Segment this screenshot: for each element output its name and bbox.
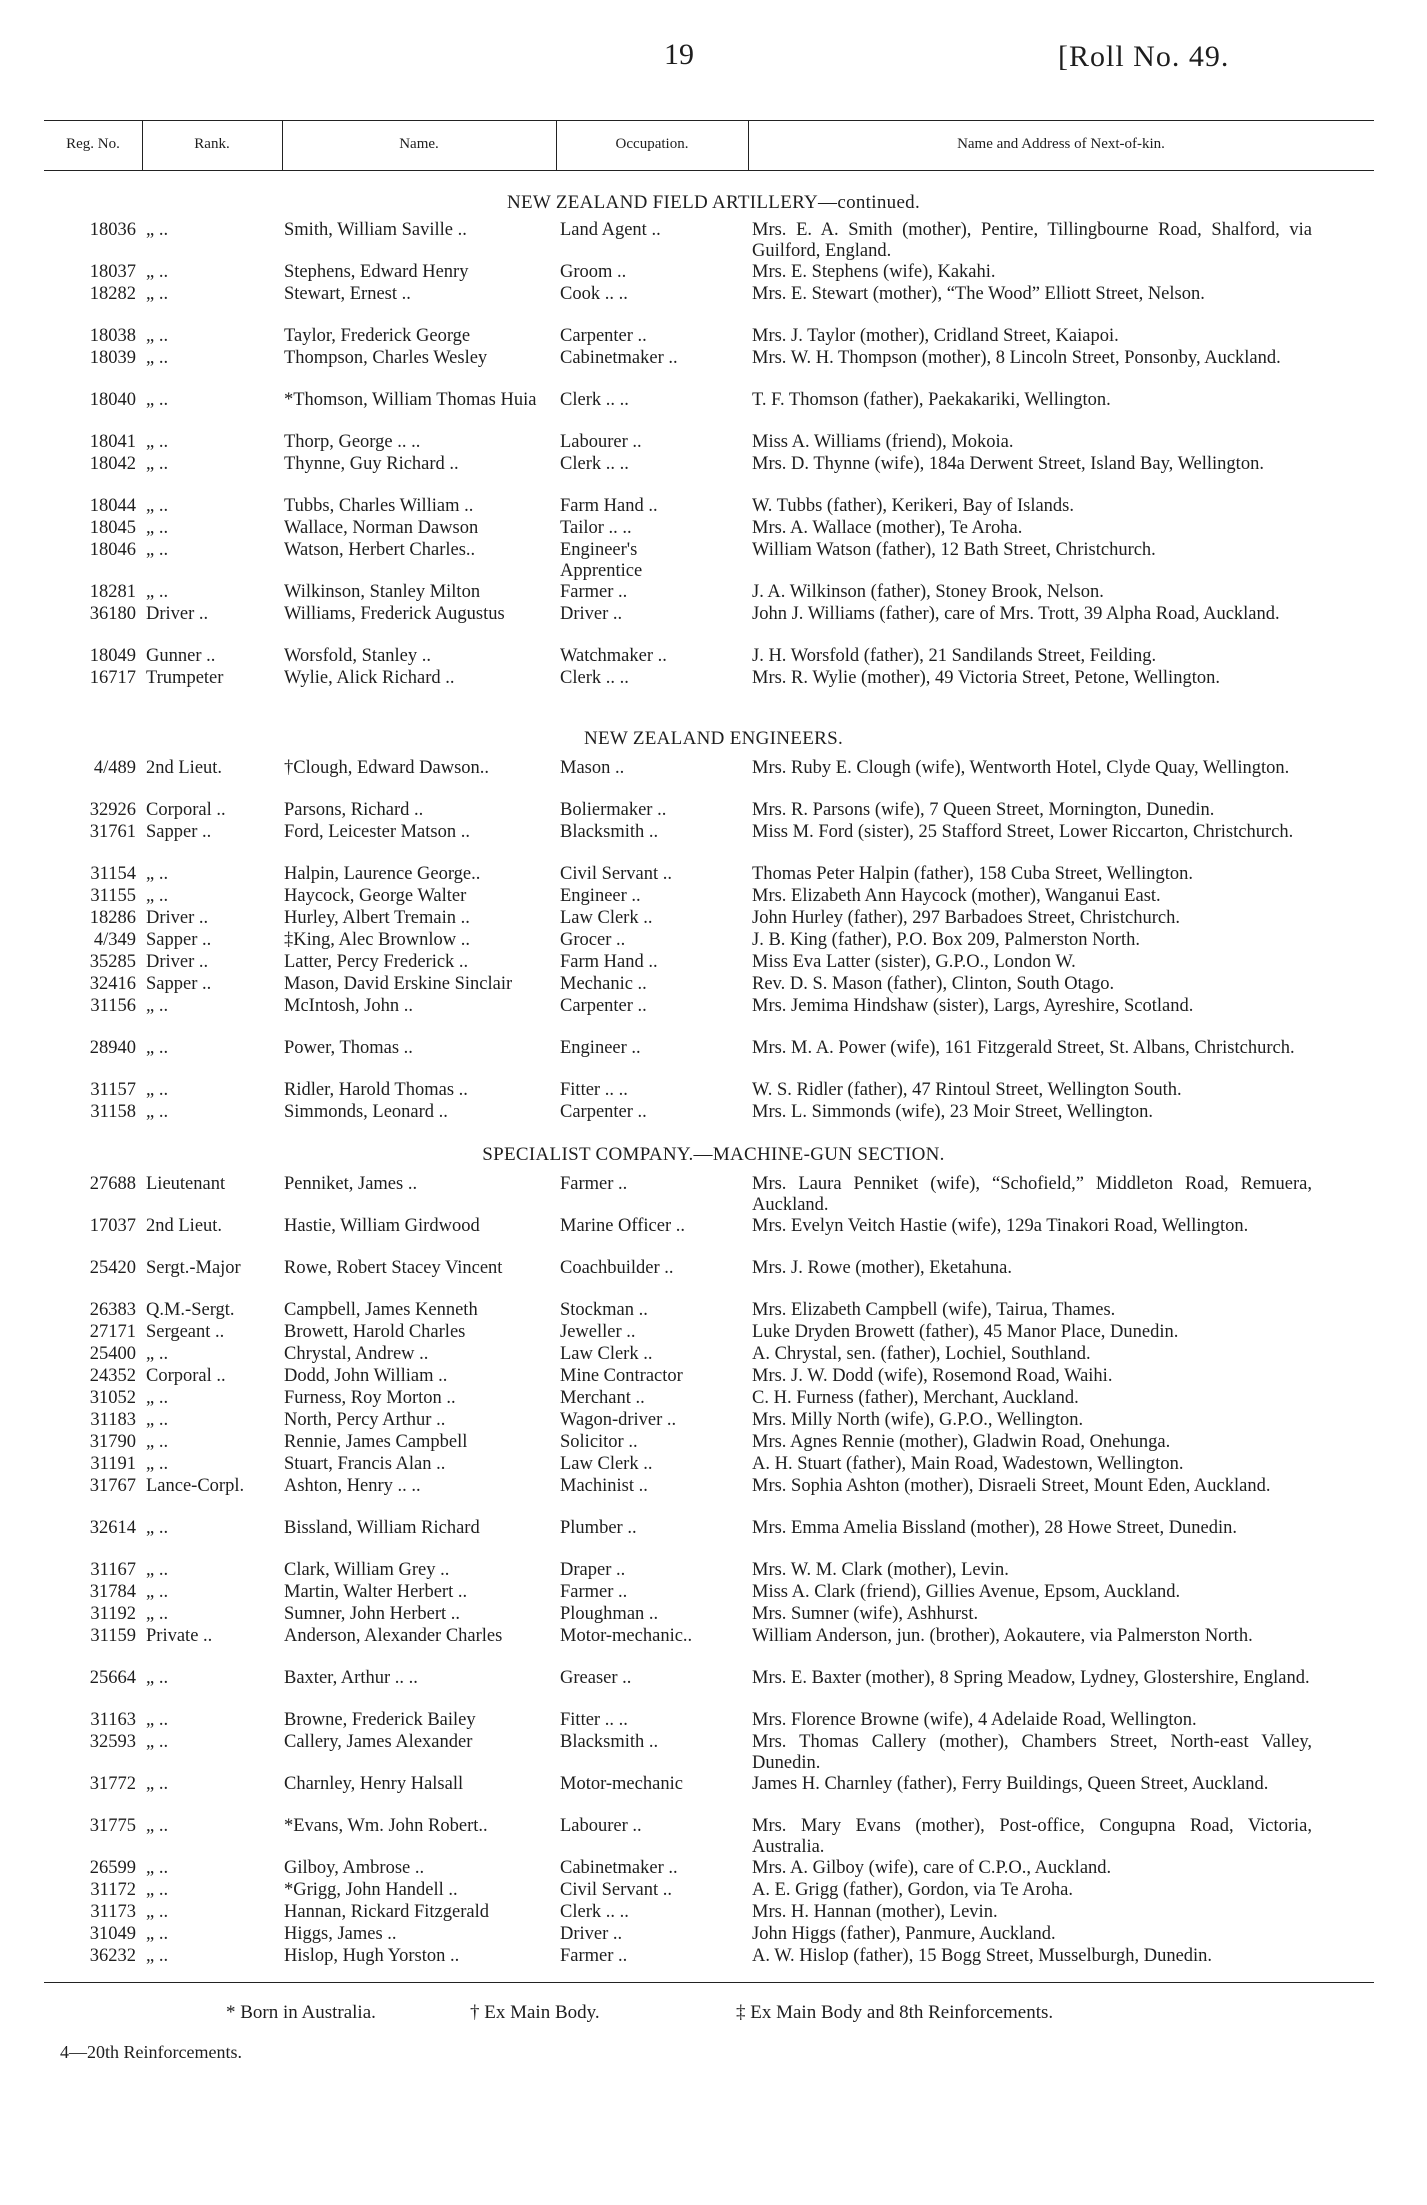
soldier-name: Thompson, Charles Wesley — [284, 348, 488, 368]
occupation: Law Clerk .. — [560, 1344, 653, 1364]
reg-no: 31167 — [90, 1560, 136, 1580]
soldier-name: Anderson, Alexander Charles — [284, 1626, 503, 1646]
reg-no: 31159 — [90, 1626, 136, 1646]
reg-no: 31772 — [89, 1774, 136, 1794]
occupation: Law Clerk .. — [560, 1454, 653, 1474]
rank: Lance-Corpl. — [146, 1476, 245, 1496]
rank: „ .. — [146, 390, 169, 410]
reg-no: 32416 — [89, 974, 136, 994]
next-of-kin: W. Tubbs (father), Kerikeri, Bay of Islands. — [752, 496, 1074, 516]
col-head-reg: Reg. No. — [66, 136, 120, 152]
soldier-name: Power, Thomas .. — [284, 1038, 413, 1058]
next-of-kin: Miss A. Clark (friend), Gillies Avenue, Epsom, Auckland. — [752, 1582, 1181, 1602]
soldier-name: Hannan, Rickard Fitzgerald — [284, 1902, 489, 1922]
soldier-name: Browne, Frederick Bailey — [284, 1710, 476, 1730]
occupation: Clerk .. .. — [560, 454, 629, 474]
soldier-name: Wylie, Alick Richard .. — [284, 668, 455, 688]
soldier-name: Gilboy, Ambrose .. — [284, 1858, 425, 1878]
soldier-name: Watson, Herbert Charles.. — [284, 540, 476, 560]
reg-no: 18039 — [89, 348, 136, 368]
soldier-name: Thorp, George .. .. — [284, 432, 421, 452]
next-of-kin: Thomas Peter Halpin (father), 158 Cuba Street, Wellington. — [752, 864, 1194, 884]
next-of-kin: A. Chrystal, sen. (father), Lochiel, Southland. — [752, 1344, 1091, 1364]
soldier-name: Ford, Leicester Matson .. — [284, 822, 470, 842]
rank: „ .. — [146, 496, 169, 516]
occupation: Mechanic .. — [560, 974, 647, 994]
next-of-kin: Mrs. Sumner (wife), Ashhurst. — [752, 1604, 979, 1624]
next-of-kin: Mrs. E. A. Smith (mother), Pentire, Tillingbourne Road, Shalford, via Guilford, England. — [752, 220, 1312, 261]
next-of-kin: Mrs. Ruby E. Clough (wife), Wentworth Hotel, Clyde Quay, Wellington. — [752, 758, 1290, 778]
next-of-kin: Mrs. H. Hannan (mother), Levin. — [752, 1902, 998, 1922]
rank: „ .. — [146, 1604, 169, 1624]
soldier-name: Chrystal, Andrew .. — [284, 1344, 429, 1364]
rank: Private .. — [146, 1626, 213, 1646]
occupation: Farm Hand .. — [560, 496, 658, 516]
soldier-name: Bissland, William Richard — [284, 1518, 480, 1538]
next-of-kin: William Anderson, jun. (brother), Aokautere, via Palmerston North. — [752, 1626, 1253, 1646]
header-rule-top — [44, 120, 1374, 121]
occupation: Cook .. .. — [560, 284, 628, 304]
occupation: Jeweller .. — [560, 1322, 636, 1342]
rank: Driver .. — [146, 952, 209, 972]
next-of-kin: Mrs. Evelyn Veitch Hastie (wife), 129a Tinakori Road, Wellington. — [752, 1216, 1249, 1236]
next-of-kin: Miss A. Williams (friend), Mokoia. — [752, 432, 1014, 452]
rank: „ .. — [146, 1732, 169, 1752]
occupation: Motor-mechanic.. — [560, 1626, 693, 1646]
next-of-kin: J. A. Wilkinson (father), Stoney Brook, Nelson. — [752, 582, 1104, 602]
rank: Trumpeter — [146, 668, 224, 688]
rank: „ .. — [146, 1880, 169, 1900]
occupation: Greaser .. — [560, 1668, 632, 1688]
next-of-kin: Mrs. Milly North (wife), G.P.O., Wellington. — [752, 1410, 1084, 1430]
reg-no: 26599 — [89, 1858, 136, 1878]
soldier-name: Martin, Walter Herbert .. — [284, 1582, 468, 1602]
next-of-kin: Mrs. M. A. Power (wife), 161 Fitzgerald Street, St. Albans, Christchurch. — [752, 1038, 1295, 1058]
occupation: Ploughman .. — [560, 1604, 659, 1624]
rank: Driver .. — [146, 908, 209, 928]
soldier-name: Parsons, Richard .. — [284, 800, 424, 820]
header-rule-bottom — [44, 170, 1374, 171]
next-of-kin: Mrs. Laura Penniket (wife), “Schofield,” Middleton Road, Remuera, Auckland. — [752, 1174, 1312, 1215]
reg-no: 18037 — [89, 262, 136, 282]
reg-no: 31767 — [89, 1476, 136, 1496]
occupation: Cabinetmaker .. — [560, 1858, 678, 1878]
occupation: Blacksmith .. — [560, 1732, 659, 1752]
next-of-kin: Mrs. Thomas Callery (mother), Chambers Street, North-east Valley, Dunedin. — [752, 1732, 1312, 1773]
rank: „ .. — [146, 1432, 169, 1452]
reg-no: 18046 — [89, 540, 136, 560]
rank: Lieutenant — [146, 1174, 226, 1194]
soldier-name: Campbell, James Kenneth — [284, 1300, 478, 1320]
page-number: 19 — [664, 38, 694, 71]
soldier-name: Haycock, George Walter — [284, 886, 467, 906]
soldier-name: North, Percy Arthur .. — [284, 1410, 446, 1430]
rank: „ .. — [146, 1924, 169, 1944]
soldier-name: Hurley, Albert Tremain .. — [284, 908, 470, 928]
reg-no: 24352 — [89, 1366, 136, 1386]
next-of-kin: A. E. Grigg (father), Gordon, via Te Aroha. — [752, 1880, 1073, 1900]
reg-no: 26383 — [89, 1300, 136, 1320]
soldier-name: Clark, William Grey .. — [284, 1560, 450, 1580]
next-of-kin: Mrs. J. Taylor (mother), Cridland Street, Kaiapoi. — [752, 326, 1119, 346]
reg-no: 32593 — [89, 1732, 136, 1752]
next-of-kin: Mrs. Jemima Hindshaw (sister), Largs, Ayreshire, Scotland. — [752, 996, 1194, 1016]
soldier-name: Halpin, Laurence George.. — [284, 864, 481, 884]
soldier-name: Tubbs, Charles William .. — [284, 496, 474, 516]
reg-no: 31191 — [90, 1454, 136, 1474]
occupation: Engineer .. — [560, 1038, 641, 1058]
reg-no: 35285 — [89, 952, 136, 972]
reg-no: 25420 — [89, 1258, 136, 1278]
occupation: Clerk .. .. — [560, 1902, 629, 1922]
occupation: Farmer .. — [560, 1174, 628, 1194]
reg-no: 32614 — [89, 1518, 136, 1538]
rank: „ .. — [146, 326, 169, 346]
next-of-kin: Mrs. D. Thynne (wife), 184a Derwent Street, Island Bay, Wellington. — [752, 454, 1264, 474]
reg-no: 27688 — [89, 1174, 136, 1194]
rank: „ .. — [146, 1344, 169, 1364]
next-of-kin: Mrs. E. Stewart (mother), “The Wood” Elliott Street, Nelson. — [752, 284, 1205, 304]
reg-no: 28940 — [89, 1038, 136, 1058]
next-of-kin: Rev. D. S. Mason (father), Clinton, South Otago. — [752, 974, 1115, 994]
rank: Sapper .. — [146, 822, 212, 842]
reg-no: 4/489 — [93, 758, 136, 778]
rank: Gunner .. — [146, 646, 216, 666]
rank: „ .. — [146, 1902, 169, 1922]
next-of-kin: Mrs. Elizabeth Campbell (wife), Tairua, Thames. — [752, 1300, 1116, 1320]
next-of-kin: Mrs. W. H. Thompson (mother), 8 Lincoln Street, Ponsonby, Auckland. — [752, 348, 1281, 368]
reg-no: 31163 — [90, 1710, 136, 1730]
occupation: Cabinetmaker .. — [560, 348, 678, 368]
soldier-name: Stephens, Edward Henry — [284, 262, 469, 282]
next-of-kin: C. H. Furness (father), Merchant, Auckland. — [752, 1388, 1079, 1408]
section-title: SPECIALIST COMPANY.—MACHINE-GUN SECTION. — [482, 1144, 945, 1165]
soldier-name: Wilkinson, Stanley Milton — [284, 582, 481, 602]
occupation: Solicitor .. — [560, 1432, 638, 1452]
occupation: Law Clerk .. — [560, 908, 653, 928]
occupation: Farmer .. — [560, 1582, 628, 1602]
occupation: Carpenter .. — [560, 326, 647, 346]
next-of-kin: Mrs. A. Gilboy (wife), care of C.P.O., Auckland. — [752, 1858, 1112, 1878]
rank: „ .. — [146, 348, 169, 368]
reg-no: 18282 — [89, 284, 136, 304]
next-of-kin: Miss M. Ford (sister), 25 Stafford Street, Lower Riccarton, Christchurch. — [752, 822, 1294, 842]
rank: „ .. — [146, 1668, 169, 1688]
occupation: Land Agent .. — [560, 220, 661, 240]
soldier-name: Callery, James Alexander — [284, 1732, 473, 1752]
next-of-kin: John Hurley (father), 297 Barbadoes Street, Christchurch. — [752, 908, 1180, 928]
soldier-name: Ashton, Henry .. .. — [284, 1476, 421, 1496]
signature: 4—20th Reinforcements. — [60, 2042, 242, 2062]
reg-no: 31173 — [90, 1902, 136, 1922]
occupation: Fitter .. .. — [560, 1080, 628, 1100]
reg-no: 25664 — [89, 1668, 136, 1688]
occupation: Clerk .. .. — [560, 668, 629, 688]
next-of-kin: Mrs. A. Wallace (mother), Te Aroha. — [752, 518, 1023, 538]
soldier-name: *Thomson, William Thomas Huia — [284, 390, 537, 410]
reg-no: 18045 — [89, 518, 136, 538]
occupation: Carpenter .. — [560, 1102, 647, 1122]
soldier-name: Taylor, Frederick George — [284, 326, 471, 346]
occupation: Farmer .. — [560, 582, 628, 602]
rank: Sergeant .. — [146, 1322, 225, 1342]
reg-no: 18038 — [89, 326, 136, 346]
soldier-name: Worsfold, Stanley .. — [284, 646, 432, 666]
next-of-kin: Mrs. E. Stephens (wife), Kakahi. — [752, 262, 996, 282]
col-head-next-of-kin: Name and Address of Next-of-kin. — [957, 136, 1165, 152]
reg-no: 31172 — [90, 1880, 136, 1900]
occupation: Driver .. — [560, 604, 623, 624]
reg-no: 31775 — [89, 1816, 136, 1836]
rank: „ .. — [146, 262, 169, 282]
rank: „ .. — [146, 582, 169, 602]
occupation: Motor-mechanic — [560, 1774, 683, 1794]
next-of-kin: Mrs. R. Parsons (wife), 7 Queen Street, Mornington, Dunedin. — [752, 800, 1215, 820]
reg-no: 31052 — [89, 1388, 136, 1408]
rank: „ .. — [146, 1946, 169, 1966]
occupation: Engineer .. — [560, 886, 641, 906]
next-of-kin: Mrs. Agnes Rennie (mother), Gladwin Road, Onehunga. — [752, 1432, 1171, 1452]
next-of-kin: Mrs. W. M. Clark (mother), Levin. — [752, 1560, 1009, 1580]
reg-no: 16717 — [89, 668, 136, 688]
rank: „ .. — [146, 996, 169, 1016]
soldier-name: Furness, Roy Morton .. — [284, 1388, 456, 1408]
soldier-name: Browett, Harold Charles — [284, 1322, 466, 1342]
rank: „ .. — [146, 1038, 169, 1058]
next-of-kin: W. S. Ridler (father), 47 Rintoul Street, Wellington South. — [752, 1080, 1182, 1100]
soldier-name: Dodd, John William .. — [284, 1366, 448, 1386]
rank: „ .. — [146, 284, 169, 304]
next-of-kin: John Higgs (father), Panmure, Auckland. — [752, 1924, 1056, 1944]
soldier-name: Mason, David Erskine Sinclair — [284, 974, 513, 994]
soldier-name: Rowe, Robert Stacey Vincent — [284, 1258, 503, 1278]
reg-no: 31156 — [90, 996, 136, 1016]
next-of-kin: A. W. Hislop (father), 15 Bogg Street, Musselburgh, Dunedin. — [752, 1946, 1213, 1966]
reg-no: 18286 — [89, 908, 136, 928]
reg-no: 18042 — [89, 454, 136, 474]
occupation: Mason .. — [560, 758, 625, 778]
next-of-kin: Mrs. R. Wylie (mother), 49 Victoria Street, Petone, Wellington. — [752, 668, 1220, 688]
reg-no: 36232 — [89, 1946, 136, 1966]
rank: „ .. — [146, 1388, 169, 1408]
rank: „ .. — [146, 1560, 169, 1580]
rank: Corporal .. — [146, 1366, 226, 1386]
next-of-kin: J. H. Worsfold (father), 21 Sandilands Street, Feilding. — [752, 646, 1157, 666]
soldier-name: Charnley, Henry Halsall — [284, 1774, 464, 1794]
rank: „ .. — [146, 220, 169, 240]
reg-no: 18281 — [89, 582, 136, 602]
rank: „ .. — [146, 1080, 169, 1100]
occupation: Driver .. — [560, 1924, 623, 1944]
rank: 2nd Lieut. — [146, 758, 223, 778]
rank: „ .. — [146, 1774, 169, 1794]
soldier-name: Baxter, Arthur .. .. — [284, 1668, 418, 1688]
next-of-kin: T. F. Thomson (father), Paekakariki, Wellington. — [752, 390, 1111, 410]
occupation: Draper .. — [560, 1560, 626, 1580]
rank: „ .. — [146, 1582, 169, 1602]
occupation: Plumber .. — [560, 1518, 637, 1538]
next-of-kin: Mrs. J. W. Dodd (wife), Rosemond Road, Waihi. — [752, 1366, 1113, 1386]
next-of-kin: Mrs. E. Baxter (mother), 8 Spring Meadow, Lydney, Glostershire, England. — [752, 1668, 1310, 1688]
rank: „ .. — [146, 1710, 169, 1730]
soldier-name: Wallace, Norman Dawson — [284, 518, 479, 538]
reg-no: 31049 — [89, 1924, 136, 1944]
col-head-name: Name. — [399, 136, 439, 152]
soldier-name: Penniket, James .. — [284, 1174, 418, 1194]
occupation: Civil Servant .. — [560, 1880, 673, 1900]
occupation: Watchmaker .. — [560, 646, 667, 666]
footnote-ex-main-8th: ‡ Ex Main Body and 8th Reinforcements. — [736, 2002, 1054, 2023]
reg-no: 31183 — [90, 1410, 136, 1430]
soldier-name: †Clough, Edward Dawson.. — [284, 758, 490, 778]
footnote-ex-main-body: † Ex Main Body. — [470, 2002, 600, 2023]
occupation: Marine Officer .. — [560, 1216, 685, 1236]
soldier-name: Rennie, James Campbell — [284, 1432, 468, 1452]
occupation: Farmer .. — [560, 1946, 628, 1966]
next-of-kin: William Watson (father), 12 Bath Street, Christchurch. — [752, 540, 1156, 560]
soldier-name: Williams, Frederick Augustus — [284, 604, 505, 624]
section-title: NEW ZEALAND ENGINEERS. — [583, 728, 844, 749]
section-title: NEW ZEALAND FIELD ARTILLERY—continued. — [506, 192, 921, 213]
soldier-name: Ridler, Harold Thomas .. — [284, 1080, 468, 1100]
rank: „ .. — [146, 518, 169, 538]
reg-no: 18040 — [89, 390, 136, 410]
soldier-name: *Grigg, John Handell .. — [284, 1880, 458, 1900]
rank: „ .. — [146, 454, 169, 474]
reg-no: 32926 — [89, 800, 136, 820]
rank: „ .. — [146, 540, 169, 560]
reg-no: 18041 — [89, 432, 136, 452]
next-of-kin: J. B. King (father), P.O. Box 209, Palmerston North. — [752, 930, 1140, 950]
occupation: Blacksmith .. — [560, 822, 659, 842]
soldier-name: ‡King, Alec Brownlow .. — [284, 930, 471, 950]
rank: 2nd Lieut. — [146, 1216, 223, 1236]
occupation: Labourer .. — [560, 1816, 642, 1836]
next-of-kin: Luke Dryden Browett (father), 45 Manor Place, Dunedin. — [752, 1322, 1179, 1342]
rank: Corporal .. — [146, 800, 226, 820]
footnote-born-australia: * Born in Australia. — [226, 2002, 376, 2023]
next-of-kin: A. H. Stuart (father), Main Road, Wadestown, Wellington. — [752, 1454, 1184, 1474]
occupation: Groom .. — [560, 262, 627, 282]
rank: „ .. — [146, 1858, 169, 1878]
roll-label: [Roll No. 49. — [1058, 40, 1230, 73]
next-of-kin: Mrs. Florence Browne (wife), 4 Adelaide Road, Wellington. — [752, 1710, 1197, 1730]
reg-no: 31154 — [90, 864, 136, 884]
reg-no: 25400 — [89, 1344, 136, 1364]
reg-no: 31784 — [89, 1582, 136, 1602]
occupation: Tailor .. .. — [560, 518, 632, 538]
next-of-kin: Mrs. Sophia Ashton (mother), Disraeli Street, Mount Eden, Auckland. — [752, 1476, 1271, 1496]
next-of-kin: James H. Charnley (father), Ferry Buildings, Queen Street, Auckland. — [752, 1774, 1269, 1794]
reg-no: 31158 — [90, 1102, 136, 1122]
occupation: Merchant .. — [560, 1388, 645, 1408]
reg-no: 18044 — [89, 496, 136, 516]
next-of-kin: Mrs. Mary Evans (mother), Post-office, Congupna Road, Victoria, Australia. — [752, 1816, 1312, 1857]
occupation: Engineer's Apprentice — [560, 540, 643, 581]
soldier-name: Higgs, James .. — [284, 1924, 397, 1944]
reg-no: 31157 — [90, 1080, 136, 1100]
rank: „ .. — [146, 1410, 169, 1430]
occupation: Farm Hand .. — [560, 952, 658, 972]
rank: „ .. — [146, 886, 169, 906]
rank: Sergt.-Major — [146, 1258, 241, 1278]
rank: „ .. — [146, 432, 169, 452]
soldier-name: Thynne, Guy Richard .. — [284, 454, 459, 474]
next-of-kin: Miss Eva Latter (sister), G.P.O., London W. — [752, 952, 1076, 972]
soldier-name: Stuart, Francis Alan .. — [284, 1454, 446, 1474]
occupation: Wagon-driver .. — [560, 1410, 677, 1430]
occupation: Civil Servant .. — [560, 864, 673, 884]
reg-no: 31155 — [90, 886, 136, 906]
occupation: Clerk .. .. — [560, 390, 629, 410]
reg-no: 18049 — [89, 646, 136, 666]
occupation: Stockman .. — [560, 1300, 648, 1320]
soldier-name: Smith, William Saville .. — [284, 220, 467, 240]
col-head-rank: Rank. — [194, 136, 230, 152]
next-of-kin: Mrs. L. Simmonds (wife), 23 Moir Street, Wellington. — [752, 1102, 1154, 1122]
occupation: Fitter .. .. — [560, 1710, 628, 1730]
rank: „ .. — [146, 1518, 169, 1538]
occupation: Machinist .. — [560, 1476, 648, 1496]
reg-no: 31761 — [89, 822, 136, 842]
soldier-name: Stewart, Ernest .. — [284, 284, 411, 304]
occupation: Grocer .. — [560, 930, 626, 950]
col-head-occupation: Occupation. — [615, 136, 689, 152]
soldier-name: Latter, Percy Frederick .. — [284, 952, 469, 972]
occupation: Boliermaker .. — [560, 800, 667, 820]
reg-no: 27171 — [89, 1322, 136, 1342]
reg-no: 17037 — [89, 1216, 136, 1236]
reg-no: 18036 — [89, 220, 136, 240]
reg-no: 36180 — [89, 604, 136, 624]
reg-no: 31192 — [90, 1604, 136, 1624]
rank: Sapper .. — [146, 974, 212, 994]
rank: Q.M.-Sergt. — [146, 1300, 235, 1320]
bottom-rule — [44, 1982, 1374, 1983]
rank: „ .. — [146, 1816, 169, 1836]
next-of-kin: Mrs. J. Rowe (mother), Eketahuna. — [752, 1258, 1012, 1278]
occupation: Mine Contractor — [560, 1366, 683, 1386]
rank: „ .. — [146, 1454, 169, 1474]
soldier-name: McIntosh, John .. — [284, 996, 413, 1016]
rank: Sapper .. — [146, 930, 212, 950]
occupation: Carpenter .. — [560, 996, 647, 1016]
soldier-name: Sumner, John Herbert .. — [284, 1604, 461, 1624]
soldier-name: Simmonds, Leonard .. — [284, 1102, 448, 1122]
rank: „ .. — [146, 864, 169, 884]
soldier-name: Hislop, Hugh Yorston .. — [284, 1946, 460, 1966]
rank: Driver .. — [146, 604, 209, 624]
reg-no: 4/349 — [93, 930, 136, 950]
next-of-kin: Mrs. Elizabeth Ann Haycock (mother), Wanganui East. — [752, 886, 1161, 906]
soldier-name: Hastie, William Girdwood — [284, 1216, 480, 1236]
next-of-kin: Mrs. Emma Amelia Bissland (mother), 28 Howe Street, Dunedin. — [752, 1518, 1238, 1538]
occupation: Labourer .. — [560, 432, 642, 452]
occupation: Coachbuilder .. — [560, 1258, 674, 1278]
rank: „ .. — [146, 1102, 169, 1122]
next-of-kin: John J. Williams (father), care of Mrs. Trott, 39 Alpha Road, Auckland. — [752, 604, 1280, 624]
soldier-name: *Evans, Wm. John Robert.. — [284, 1816, 488, 1836]
reg-no: 31790 — [89, 1432, 136, 1452]
